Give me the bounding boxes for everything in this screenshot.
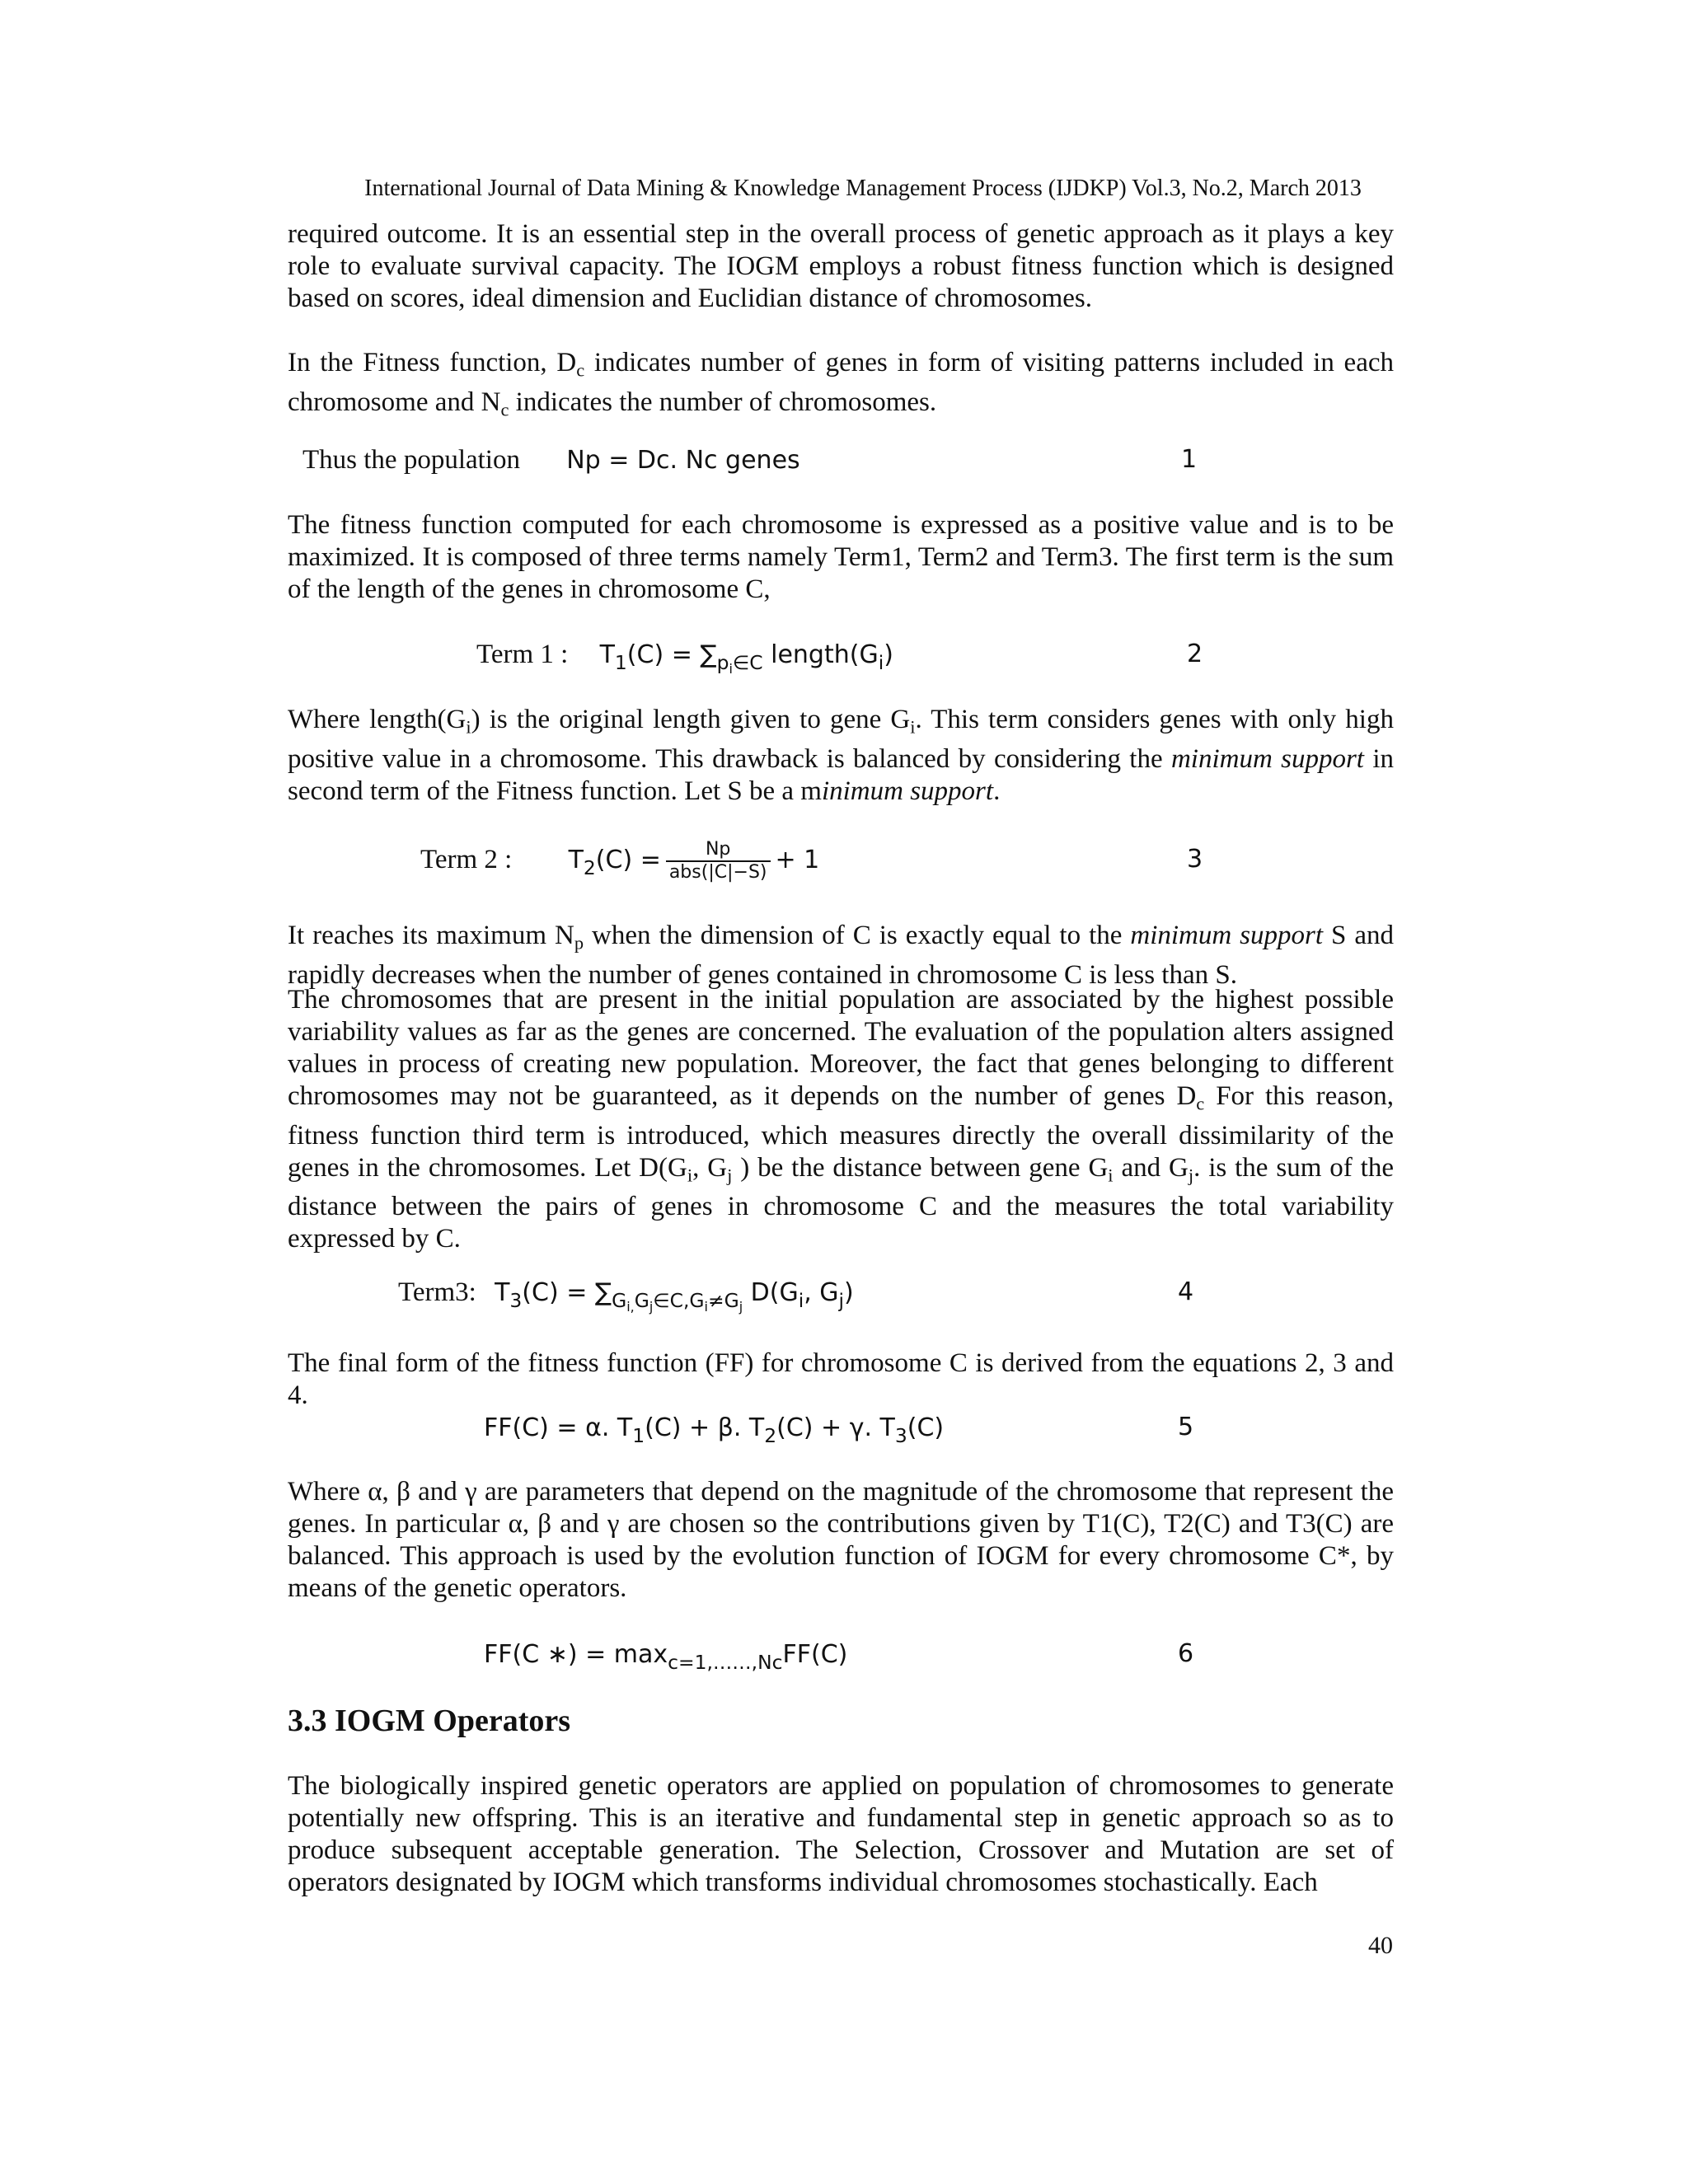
equation-1-number: 1	[1181, 445, 1198, 474]
equation-5-number: 5	[1178, 1413, 1194, 1441]
equation-3-fraction: $\frac{Np}{\text{abs(|C|−S)}}$	[666, 839, 771, 883]
paragraph-term3-explanation: The chromosomes that are present in the initial population are associated by the highest possible variability values as far as the genes are concerned. The evaluation of the population alters assigned values in process of creating new population. Moreover, the fact that genes belonging to different chromosomes may not be guaranteed, as it depends on the number of genes $D_c$ For this reason, fitness function third term is introduced, which measures directly the overall dissimilarity of the genes in the chromosomes. Let $D(G_i$, $G_j$ ) be the distance between gene $G_i$ and $G_j$. is the sum of the distance between the pairs of genes in chromosome C and the measures the total variability expressed by C.	[288, 985, 1394, 1254]
paragraph-term1-explanation: Where $length(G_i)$ is the original length given to gene $G_i$. This term considers genes with only high positive value in a chromosome. This drawback is balanced by considering the minimum support in second term of the Fitness function. Let S be a minimum support.	[288, 705, 1394, 806]
paragraph-fitness-variables: In the Fitness function, $D_c$ indicates number of genes in form of visiting patterns included in each chromosome and $N_c$ indicates the number of chromosomes.	[288, 348, 1394, 420]
page-number: 40	[1368, 1932, 1393, 1959]
equation-3-expression: $T_2(C)$ = $\frac{Np}{\text{abs(|C|−S)}}$ + 1	[568, 838, 820, 883]
equation-1-expression: Np = Dc. Nc genes	[566, 446, 800, 475]
equation-1	[302, 443, 800, 477]
equation-5	[484, 1411, 944, 1452]
equation-1-label: Thus the population	[302, 445, 520, 475]
equation-3-number: 3	[1187, 845, 1203, 874]
equation-6-number: 6	[1178, 1639, 1194, 1668]
equation-3-label: Term 2 :	[420, 845, 513, 874]
equation-5-expression: FF(C) = α. $T_1(C) + \beta$. $T_2(C) + \gamma$. $T_3(C)$	[484, 1413, 945, 1448]
equation-6-expression: FF(C ∗) = $\max_{c=1,\dots\dots,Nc}FF(C)$	[484, 1640, 848, 1675]
equation-2-number: 2	[1187, 640, 1203, 668]
paragraph-final-form: The final form of the fitness function (FF) for chromosome C is derived from the equations 2, 3 and 4.	[288, 1348, 1394, 1410]
paragraph-operators: The biologically inspired genetic operators are applied on population of chromosomes to generate potentially new offspring. This is an iterative and fundamental step in genetic approach so as to produce subsequent acceptable generation. The Selection, Crossover and Mutation are set of operators designated by IOGM which transforms individual chromosomes stochastically. Each	[288, 1771, 1394, 1897]
equation-4-expression: $T_3(C) = \sum_{G_{i,}G_j\in C,G_i\ne G_j}$ $D(G_i$, $G_j$)	[495, 1278, 854, 1315]
equation-2-label: Term 1 :	[476, 640, 569, 669]
equation-4	[398, 1276, 854, 1324]
equation-2	[476, 638, 893, 686]
equation-4-label: Term3:	[398, 1277, 476, 1307]
running-header: International Journal of Data Mining & Knowledge Management Process (IJDKP) Vol.3, No.2, March 2013	[364, 176, 1362, 201]
paragraph-fitness-intro: required outcome. It is an essential step in the overall process of genetic approach as it plays a key role to evaluate survival capacity. The IOGM employs a robust fitness function which is designed based on scores, ideal dimension and Euclidian distance of chromosomes.	[288, 219, 1394, 313]
equation-3	[420, 837, 819, 890]
equation-6	[484, 1638, 847, 1679]
equation-4-number: 4	[1178, 1277, 1194, 1306]
paragraph-fitness-terms: The fitness function computed for each chromosome is expressed as a positive value and is to be maximized. It is composed of three terms namely Term1, Term2 and Term3. The first term is the sum of the length of the genes in chromosome C,	[288, 510, 1394, 604]
section-heading: 3.3 IOGM Operators	[288, 1704, 571, 1738]
paragraph-parameters: Where α, β and γ are parameters that depend on the magnitude of the chromosome that represent the genes. In particular α, β and γ are chosen so the contributions given by T1(C), T2(C) and T3(C) are balanced. This approach is used by the evolution function of IOGM for every chromosome C*, by means of the genetic operators.	[288, 1477, 1394, 1603]
paragraph-term2-explanation: It reaches its maximum $N_p$ when the dimension of C is exactly equal to the minimum support S and rapidly decreases when the number of genes contained in chromosome C is less than S.	[288, 921, 1395, 990]
equation-2-expression: $T_1(C) = \sum_{p_i\in C}$ $length(G_i)$	[599, 640, 893, 677]
